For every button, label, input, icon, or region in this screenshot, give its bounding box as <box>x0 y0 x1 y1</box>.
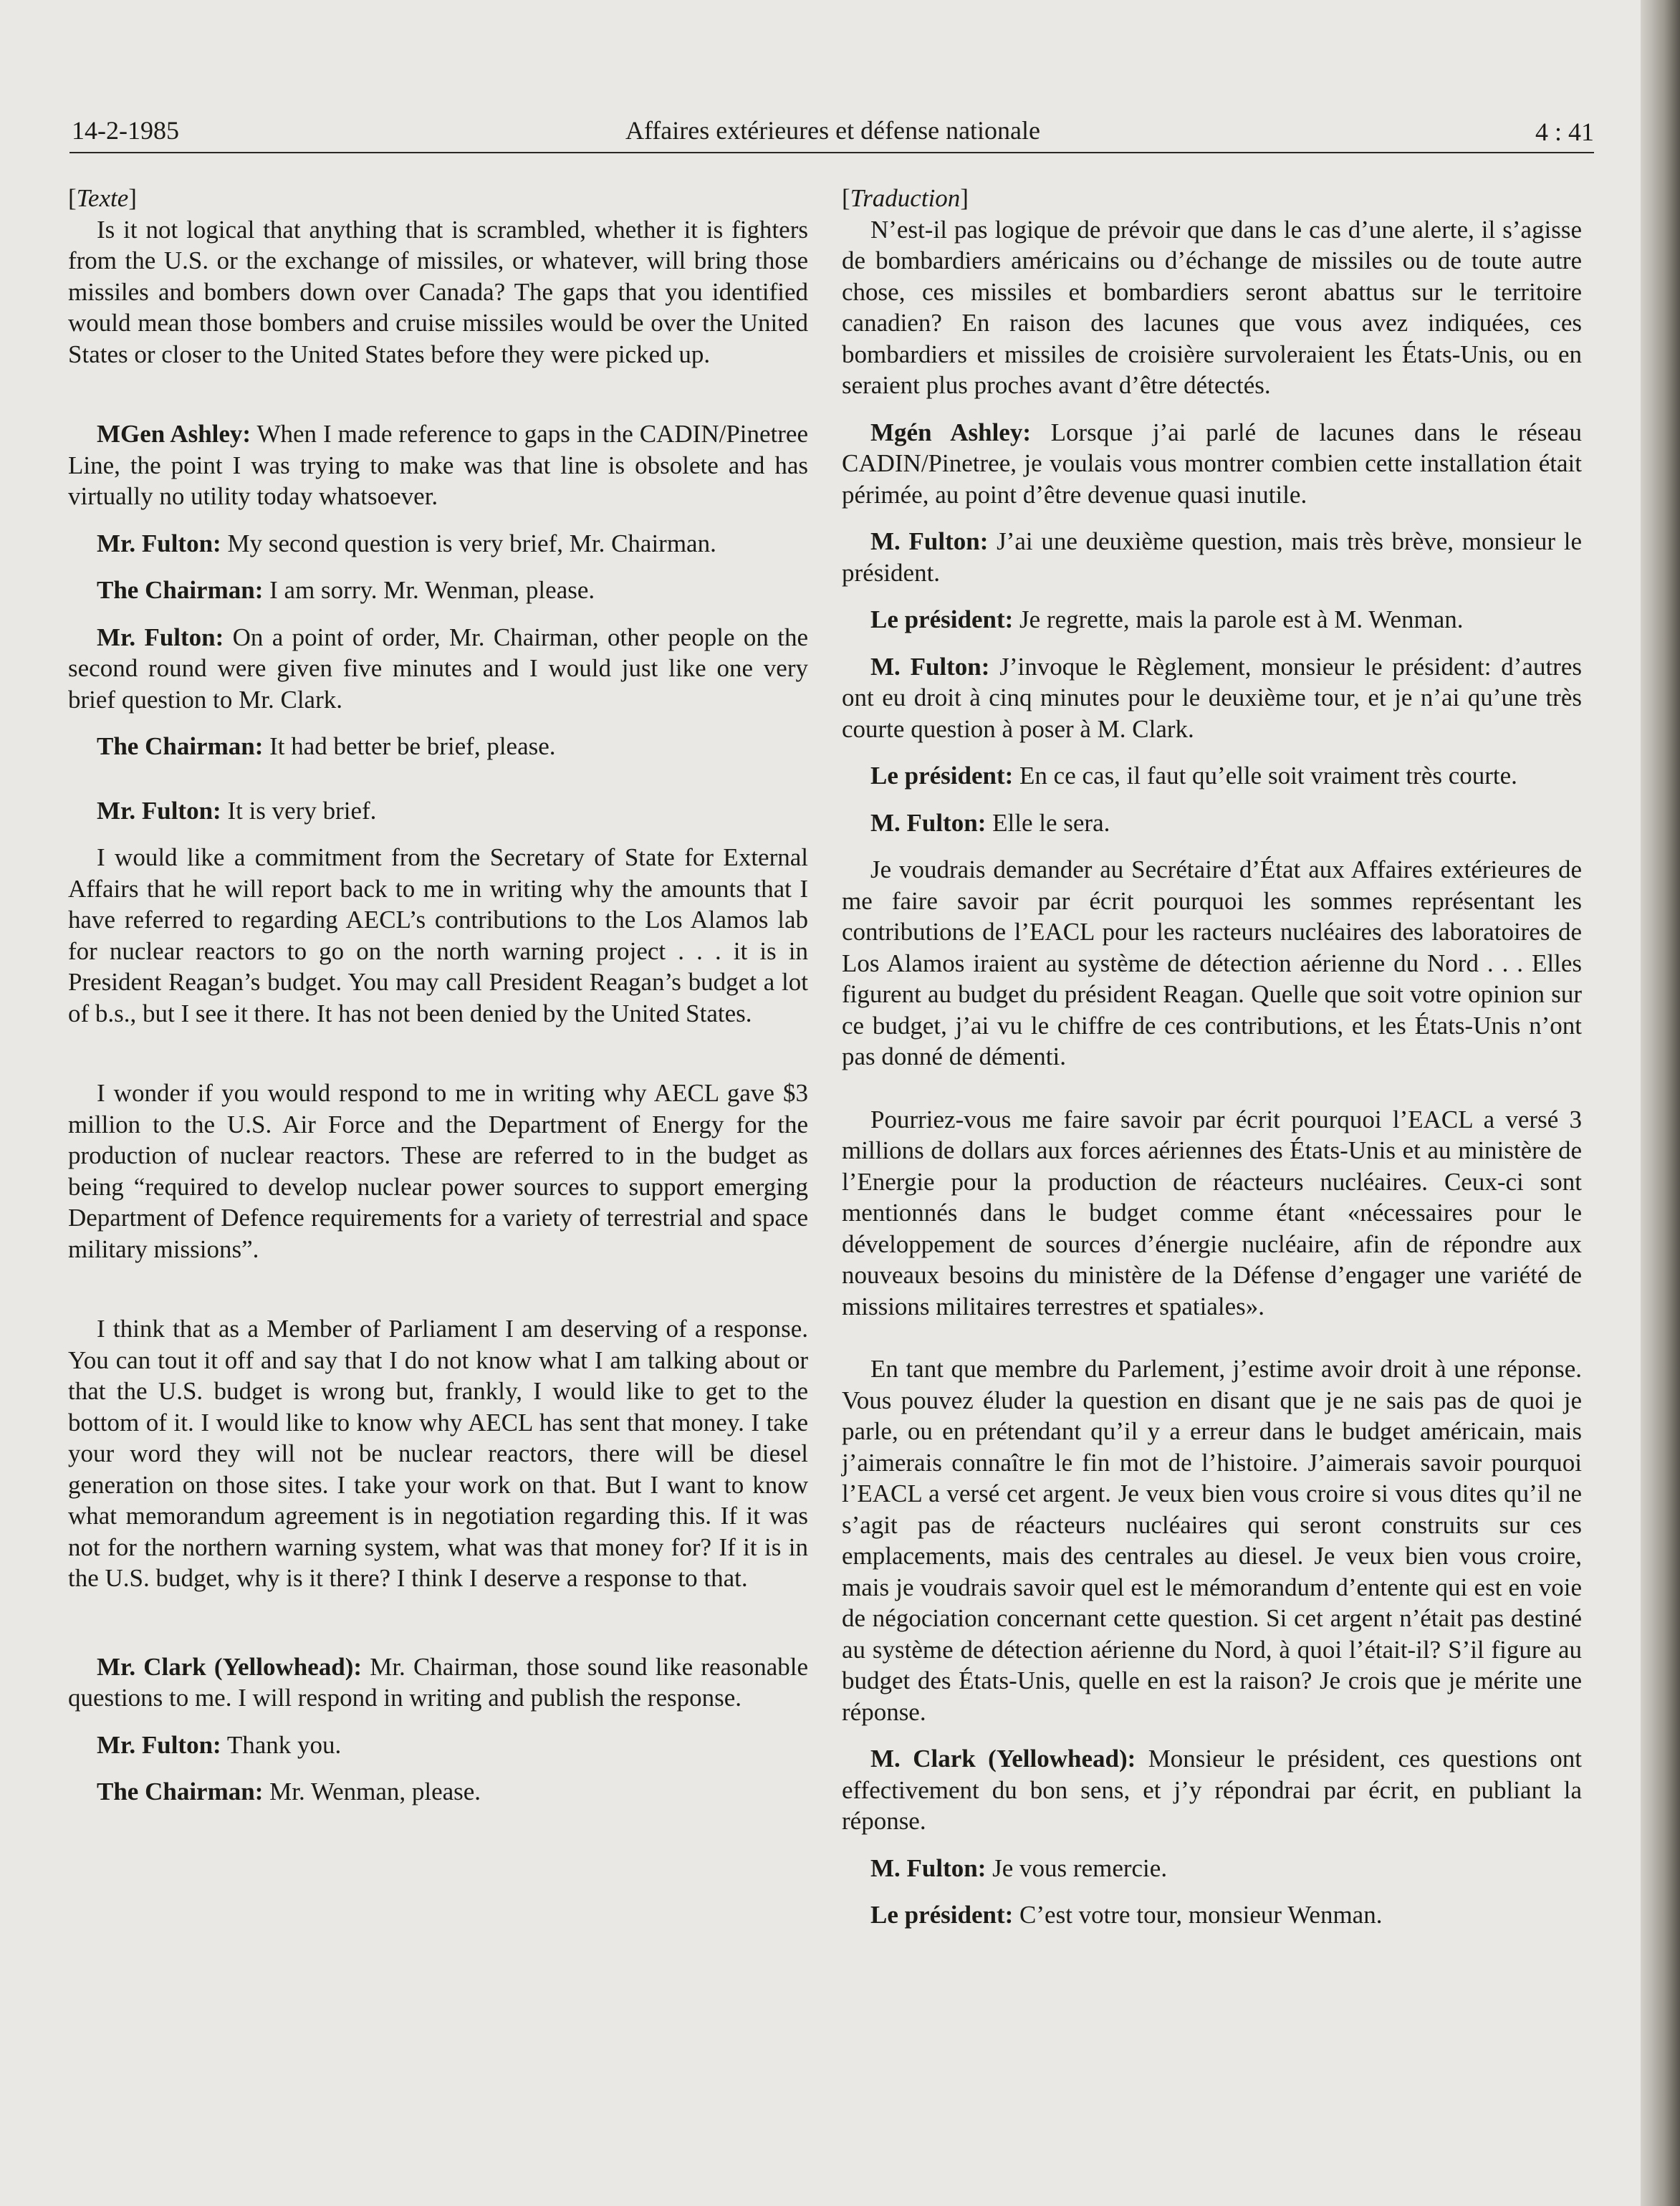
speaker-name: MGen Ashley: <box>97 420 251 448</box>
header-date: 14-2-1985 <box>72 116 179 145</box>
paragraph: Mr. Fulton: On a point of order, Mr. Chairman, other people on the second round were given five minutes and I would just like one very brief question to Mr. Clark. <box>68 623 809 714</box>
header-rule <box>69 152 1594 153</box>
paragraph: Le président: Je regrette, mais la parole est à M. Wenman. <box>870 605 1464 633</box>
paragraph: En tant que membre du Parlement, j’estime avoir droit à une réponse. Vous pouvez éluder la question en disant que je ne sais pas de quoi je parle, ou en prétendant qu’il y a erreur dans le budget américain, mais j’aimerais connaître le fin mot de l’histoire. J’aimerais savoir pourquoi l’EACL a versé cet argent. Je veux bien vous croire si vous dites qu’il ne s’agit pas de réacteurs nucléaires qui seront construits sur ces emplacements, mais des centrales au diesel. Je veux bien vous croire, mais je voudrais savoir quel est le mémorandum d’entente qui est en voie de négociation concernant cette question. Si cet argent n’était pas destiné au système de détection aérienne du Nord, à quoi l’était-il? S’il figure au budget des États-Unis, quelle en est la raison? Je crois que je mérite une réponse. <box>842 1355 1582 1726</box>
paragraph: I think that as a Member of Parliament I am deserving of a response. You can tout it off and say that I do not know what I am talking about or that the U.S. budget is wrong but, frankly, I would like to get to the bottom of it. I would like to know why AECL has sent that money. I take your word they will not be nuclear reactors, there will be diesel generation on those sites. I take your work on that. But I want to know what memorandum agreement is in negotiation regarding this. If it was not for the northern warning system, what was that money for? If it is in the U.S. budget, why is it there? I think I deserve a response to that. <box>68 1315 808 1592</box>
header-title: Affaires extérieures et défense nationale <box>625 116 1041 145</box>
paragraph: The Chairman: It had better be brief, please. <box>97 732 556 760</box>
page-number: 4 : 41 <box>1535 118 1594 146</box>
paragraph: Mr. Fulton: It is very brief. <box>97 796 377 825</box>
column-tag: [Texte] <box>68 184 137 212</box>
paragraph: The Chairman: Mr. Wenman, please. <box>97 1778 481 1805</box>
paragraph: Mr. Clark (Yellowhead): Mr. Chairman, those sound like reasonable questions to me. I will respond in writing and publish the response. <box>68 1652 808 1712</box>
paragraph: M. Fulton: J’ai une deuxième question, mais très brève, monsieur le président. <box>842 527 1582 587</box>
speaker-name: M. Fulton: <box>870 808 987 837</box>
speaker-name: Mr. Fulton: <box>97 623 224 651</box>
speaker-name: Mr. Fulton: <box>97 1730 221 1759</box>
speaker-name: The Chairman: <box>97 1778 264 1805</box>
speaker-name: Mr. Fulton: <box>97 796 221 825</box>
running-header <box>72 113 1594 156</box>
paragraph: The Chairman: I am sorry. Mr. Wenman, please. <box>97 576 595 604</box>
french-column <box>842 183 1582 1931</box>
speaker-name: The Chairman: <box>97 576 264 604</box>
speaker-name: Mr. Fulton: <box>97 529 221 557</box>
paragraph: Mr. Fulton: Thank you. <box>97 1730 342 1759</box>
speaker-name: M. Clark (Yellowhead): <box>870 1745 1136 1773</box>
paragraph: Le président: En ce cas, il faut qu’elle soit vraiment très courte. <box>870 762 1517 790</box>
speaker-name: Le président: <box>870 762 1014 790</box>
speaker-name: Mr. Clark (Yellowhead): <box>97 1652 363 1681</box>
paragraph: Mgén Ashley: Lorsque j’ai parlé de lacunes dans le réseau CADIN/Pinetree, je voulais vous montrer combien cette installation était périmée, au point d’être devenue quasi inutile. <box>842 418 1582 509</box>
column-tag: [Traduction] <box>842 184 969 212</box>
paragraph: M. Fulton: Elle le sera. <box>870 808 1110 837</box>
speaker-name: The Chairman: <box>97 732 264 760</box>
paragraph: Le président: C’est votre tour, monsieur Wenman. <box>870 1901 1383 1929</box>
paragraph: I wonder if you would respond to me in writing why AECL gave $3 million to the U.S. Air Force and the Department of Energy for the production of nuclear reactors. These are referred to in the budget as being “required to develop nuclear power sources to support emerging Department of Defence requirements for a variety of terrestrial and space military missions”. <box>68 1079 808 1263</box>
paragraph: Mr. Fulton: My second question is very brief, Mr. Chairman. <box>97 529 716 557</box>
speaker-name: Le président: <box>870 1901 1014 1929</box>
english-column <box>68 183 808 1808</box>
speaker-name: M. Fulton: <box>870 527 989 555</box>
speaker-name: M. Fulton: <box>870 652 990 681</box>
paragraph: Is it not logical that anything that is scrambled, whether it is fighters from the U.S. or the exchange of missiles, or whatever, will bring those missiles and bombers down over Canada? The gaps that you identified would mean those bombers and cruise missiles would be over the United States or closer to the United States before they were picked up. <box>68 215 808 368</box>
paragraph: M. Fulton: Je vous remercie. <box>870 1853 1168 1882</box>
speaker-name: M. Fulton: <box>870 1853 987 1882</box>
paragraph: I would like a commitment from the Secretary of State for External Affairs that he will report back to me in writing why the amounts that I have referred to regarding AECL’s contributions to the Los Alamos lab for nuclear reactors to go on the north warning project . . . it is in President Reagan’s budget. You may call President Reagan’s budget a lot of b.s., but I see it there. It has not been denied by the United States. <box>68 843 808 1027</box>
page-edge <box>1641 0 1680 2206</box>
paragraph: M. Clark (Yellowhead): Monsieur le président, ces questions ont effectivement du bon sens, et j’y répondrai par écrit, en publiant la réponse. <box>842 1745 1582 1835</box>
paragraph: M. Fulton: J’invoque le Règlement, monsieur le président: d’autres ont eu droit à cinq minutes pour le deuxième tour, et je n’ai qu’une très courte question à poser à M. Clark. <box>842 652 1582 743</box>
paragraph: Pourriez-vous me faire savoir par écrit pourquoi l’EACL a versé 3 millions de dollars aux forces aériennes des États-Unis et au ministère de l’Energie pour la production de réacteurs nucléaires. Ceux-ci sont mentionnés dans le budget comme étant «nécessaires pour le développement de sources d’énergie nucléaire, afin de répondre aux nouveaux besoins du ministère de la Défense d’engager une variété de missions militaires terrestres et spatiales». <box>842 1105 1582 1320</box>
speaker-name: Mgén Ashley: <box>870 418 1031 446</box>
paragraph: N’est-il pas logique de prévoir que dans le cas d’une alerte, il s’agisse de bombardiers américains ou d’échange de missiles ou de toute autre chose, ces missiles et bombardiers seront abattus sur le territoire canadien? En raison des lacunes que vous avez indiquées, ces bombardiers et missiles de croisière survoleraient les États-Unis, ou en seraient plus proches avant d’être détectés. <box>842 215 1582 399</box>
paragraph: MGen Ashley: When I made reference to gaps in the CADIN/Pinetree Line, the point I was trying to make was that line is obsolete and has virtually no utility today whatsoever. <box>68 420 808 510</box>
paragraph: Je voudrais demander au Secrétaire d’État aux Affaires extérieures de me faire savoir par écrit pourquoi les sommes représentant les contributions de l’EACL pour les racteurs nucléaires des laboratoires de Los Alamos iraient au système de détection aérienne du Nord . . . Elles figurent au budget du président Reagan. Quelle que soit votre opinion sur ce budget, j’ai vu le chiffre de ces contributions, et les États-Unis n’ont pas donné de démenti. <box>842 855 1582 1070</box>
speaker-name: Le président: <box>870 605 1014 633</box>
